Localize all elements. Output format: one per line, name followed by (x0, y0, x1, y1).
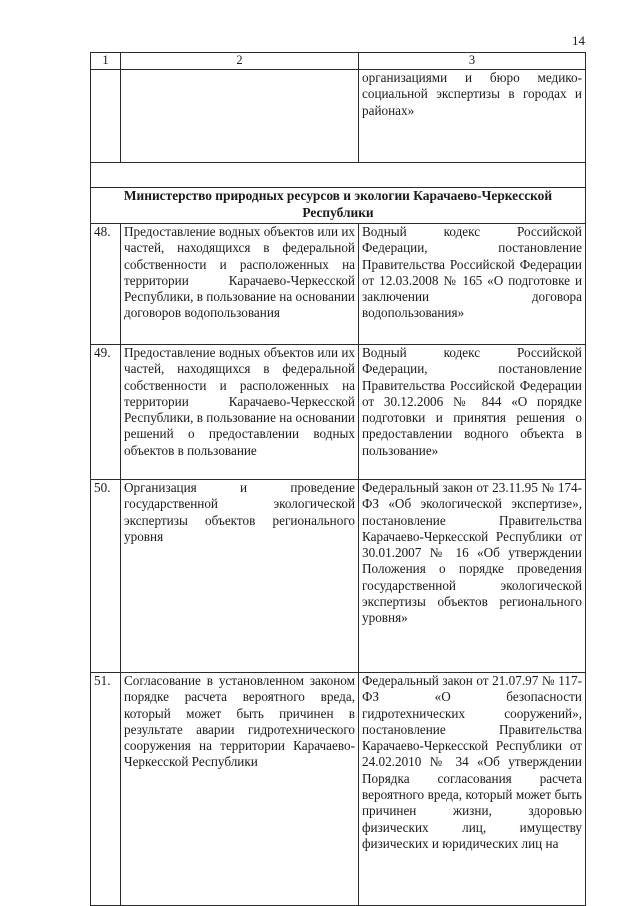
service-cell: Предоставление водных объектов или их частей, находящихся в федеральной собственности и расположенных на территории Карачаево-Черкесской Республики, в пользование на основании решений о предоставлении водных объектов в пользование (121, 345, 359, 480)
table-row (91, 224, 586, 345)
services-table (90, 52, 586, 906)
table-row (91, 345, 586, 480)
basis-cell: Водный кодекс Российской Федерации, постановление Правительства Российской Федерации от 30.12.2006 № 844 «О порядке подготовки и принятия решения о предоставлении водного объекта в пользование» (359, 345, 586, 480)
row-number: 51. (91, 673, 121, 906)
continuation-basis-cell: организациями и бюро медико-социальной экспертизы в городах и районах» (359, 70, 586, 163)
service-cell: Согласование в установленном законом порядке расчета вероятного вреда, который может быть причинен в результате аварии гидротехнического сооружения на территории Карачаево-Черкесской Республики (121, 673, 359, 906)
column-header-3: 3 (359, 53, 586, 70)
basis-cell: Федеральный закон от 21.07.97 № 117-ФЗ «О безопасности гидротехнических сооружений», постановление Правительства Карачаево-Черкесской Республики от 24.02.2010 № 34 «Об утверждении Порядка согласования расчета вероятного вреда, который может быть причинен жизни, здоровью физических лиц, имуществу физических и юридических лиц на (359, 673, 586, 906)
continuation-row (91, 70, 586, 163)
column-header-row (91, 53, 586, 70)
section-title: Министерство природных ресурсов и экологии Карачаево-Черкесской Республики (91, 188, 586, 224)
row-number: 50. (91, 480, 121, 673)
table-row (91, 480, 586, 673)
column-header-1: 1 (91, 53, 121, 70)
spacer-cell (91, 163, 586, 188)
service-cell: Предоставление водных объектов или их частей, находящихся в федеральной собственности и расположенных на территории Карачаево-Черкесской Республики, в пользование на основании договоров водопользования (121, 224, 359, 345)
continuation-service-cell (121, 70, 359, 163)
section-header-row (91, 188, 586, 224)
row-number: 49. (91, 345, 121, 480)
column-header-2: 2 (121, 53, 359, 70)
page-number: 14 (572, 33, 585, 48)
spacer-row (91, 163, 586, 188)
continuation-num-cell (91, 70, 121, 163)
row-number: 48. (91, 224, 121, 345)
table-row (91, 673, 586, 906)
basis-cell: Федеральный закон от 23.11.95 № 174-ФЗ «Об экологической экспертизе», постановление Правительства Карачаево-Черкесской Республики от 30.01.2007 № 16 «Об утверждении Положения о порядке проведения государственной экологической экспертизы объектов регионального уровня» (359, 480, 586, 673)
service-cell: Организация и проведение государственной экологической экспертизы объектов регионального уровня (121, 480, 359, 673)
basis-cell: Водный кодекс Российской Федерации, постановление Правительства Российской Федерации от 12.03.2008 № 165 «О подготовке и заключении договора водопользования» (359, 224, 586, 345)
